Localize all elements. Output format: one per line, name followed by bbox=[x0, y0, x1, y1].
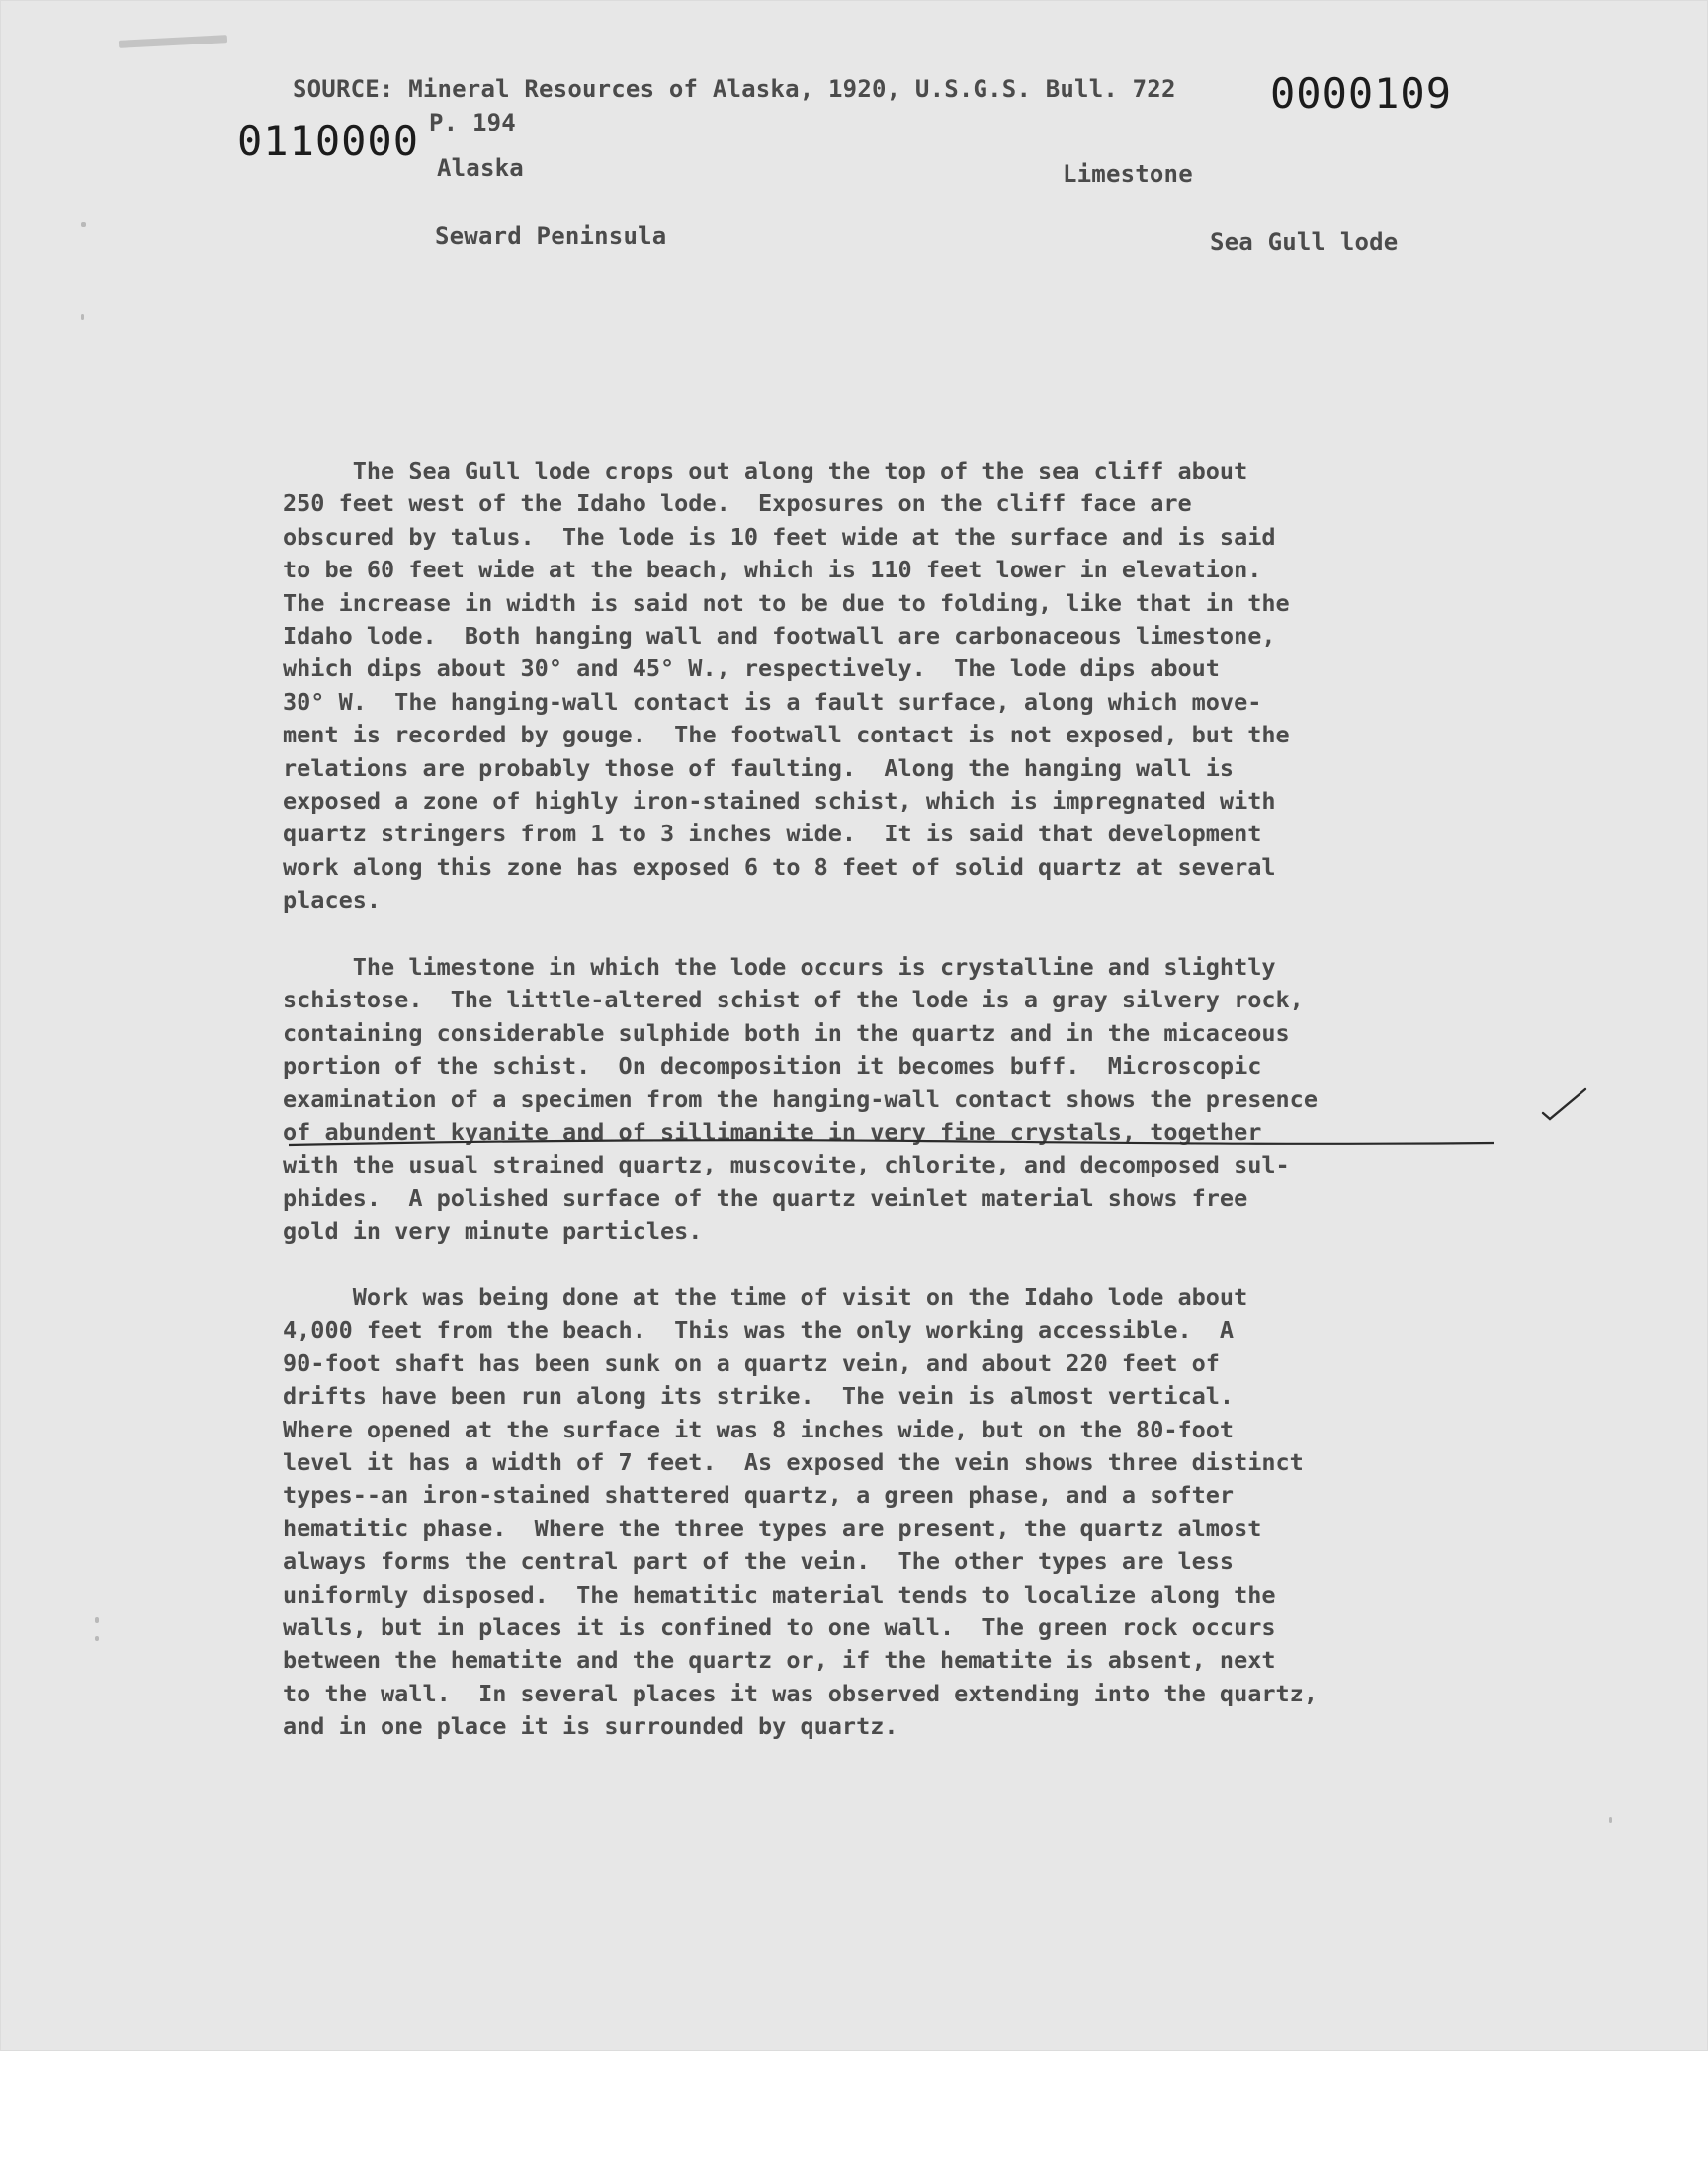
deposit-label: Sea Gull lode bbox=[1210, 228, 1399, 256]
file-number-stamp: 0110000 bbox=[237, 117, 420, 165]
text-line: between the hematite and the quartz or, if the hematite is absent, next bbox=[283, 1646, 1276, 1675]
text-line: uniformly disposed. The hematitic material tends to localize along the bbox=[283, 1580, 1276, 1609]
text-line: Idaho lode. Both hanging wall and footwall are carbonaceous limestone, bbox=[283, 622, 1276, 651]
source-citation: SOURCE: Mineral Resources of Alaska, 1920, U.S.G.S. Bull. 722 bbox=[293, 75, 1176, 103]
state-label: Alaska bbox=[437, 154, 524, 182]
text-line: and in one place it is surrounded by quartz. bbox=[283, 1712, 898, 1741]
text-line: places. bbox=[283, 886, 382, 914]
scan-speck bbox=[95, 1636, 99, 1641]
text-line: exposed a zone of highly iron-stained schist, which is impregnated with bbox=[283, 787, 1276, 816]
page-reference: P. 194 bbox=[429, 109, 516, 136]
text-line: Where opened at the surface it was 8 inches wide, but on the 80-foot bbox=[283, 1415, 1235, 1443]
scan-speck bbox=[1609, 1817, 1612, 1823]
text-line: quartz stringers from 1 to 3 inches wide. It is said that development bbox=[283, 820, 1262, 848]
text-line: phides. A polished surface of the quartz veinlet material shows free bbox=[283, 1183, 1248, 1212]
text-line: obscured by talus. The lode is 10 feet wide at the surface and is said bbox=[283, 522, 1276, 551]
text-line: portion of the schist. On decomposition it becomes buff. Microscopic bbox=[283, 1052, 1262, 1081]
text-line: drifts have been run along its strike. The vein is almost vertical. bbox=[283, 1382, 1235, 1411]
text-line: always forms the central part of the vein. The other types are less bbox=[283, 1547, 1235, 1576]
document-number-stamp: 0000109 bbox=[1270, 69, 1453, 118]
commodity-label: Limestone bbox=[1063, 160, 1193, 188]
text-line: to be 60 feet wide at the beach, which is 110 feet lower in elevation. bbox=[283, 556, 1262, 584]
paragraph-2 bbox=[283, 951, 1498, 1249]
text-line: of abundent kyanite and of sillimanite in very fine crystals, together bbox=[283, 1118, 1262, 1147]
text-line: with the usual strained quartz, muscovite, chlorite, and decomposed sul- bbox=[283, 1151, 1290, 1179]
text-line: Work was being done at the time of visit on the Idaho lode about bbox=[283, 1283, 1248, 1311]
paragraph-1 bbox=[283, 455, 1498, 917]
handwritten-check-icon bbox=[1540, 1084, 1589, 1123]
paragraph-3 bbox=[283, 1281, 1498, 1744]
text-line: 30° W. The hanging-wall contact is a fault surface, along which move- bbox=[283, 687, 1262, 716]
scan-margin bbox=[0, 2051, 1708, 2175]
text-line: 250 feet west of the Idaho lode. Exposures on the cliff face are bbox=[283, 489, 1192, 518]
text-line: ment is recorded by gouge. The footwall contact is not exposed, but the bbox=[283, 721, 1290, 749]
text-line: work along this zone has exposed 6 to 8 feet of solid quartz at several bbox=[283, 852, 1276, 881]
text-line: level it has a width of 7 feet. As exposed the vein shows three distinct bbox=[283, 1448, 1304, 1477]
scan-smudge bbox=[119, 35, 227, 48]
text-line: relations are probably those of faulting. Along the hanging wall is bbox=[283, 753, 1235, 782]
scan-speck bbox=[81, 222, 86, 227]
text-line: to the wall. In several places it was observed extending into the quartz, bbox=[283, 1679, 1318, 1707]
scan-speck bbox=[95, 1617, 99, 1623]
region-label: Seward Peninsula bbox=[435, 222, 667, 250]
text-line: 90-foot shaft has been sunk on a quartz vein, and about 220 feet of bbox=[283, 1348, 1220, 1377]
text-line: The increase in width is said not to be due to folding, like that in the bbox=[283, 588, 1290, 617]
text-line: which dips about 30° and 45° W., respectively. The lode dips about bbox=[283, 654, 1220, 683]
text-line: types--an iron-stained shattered quartz, a green phase, and a softer bbox=[283, 1481, 1235, 1510]
text-line: containing considerable sulphide both in the quartz and in the micaceous bbox=[283, 1018, 1290, 1047]
text-line: examination of a specimen from the hanging-wall contact shows the presence bbox=[283, 1085, 1318, 1113]
text-line: The limestone in which the lode occurs is crystalline and slightly bbox=[283, 953, 1276, 981]
text-line: The Sea Gull lode crops out along the top of the sea cliff about bbox=[283, 457, 1248, 484]
text-line: walls, but in places it is confined to one wall. The green rock occurs bbox=[283, 1613, 1276, 1642]
text-line: schistose. The little-altered schist of the lode is a gray silvery rock, bbox=[283, 986, 1304, 1014]
text-line: hematitic phase. Where the three types are present, the quartz almost bbox=[283, 1514, 1262, 1542]
text-line: gold in very minute particles. bbox=[283, 1217, 703, 1246]
scan-speck bbox=[81, 314, 84, 320]
text-line: 4,000 feet from the beach. This was the only working accessible. A bbox=[283, 1316, 1235, 1345]
handwritten-underline bbox=[287, 1135, 1497, 1153]
